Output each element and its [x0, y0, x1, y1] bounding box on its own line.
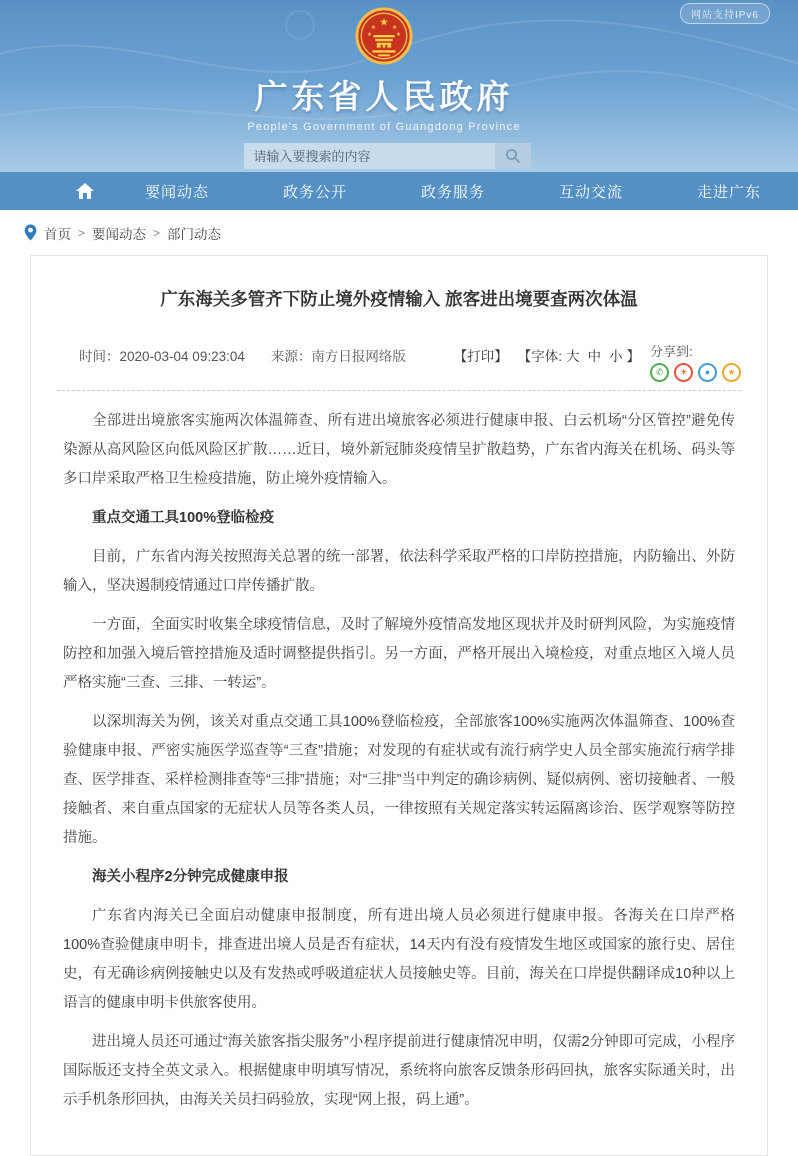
main-nav — [0, 172, 798, 210]
article-body — [57, 407, 741, 1115]
search-bar — [244, 143, 531, 169]
nav-item[interactable]: 互动交流 — [558, 183, 623, 201]
svg-text:★: ★ — [395, 32, 402, 39]
time-label: 时间： — [79, 349, 120, 364]
font-size-option[interactable]: 中 — [587, 349, 601, 364]
share-weibo-icon[interactable]: ☀ — [674, 363, 693, 382]
site-header — [0, 0, 798, 172]
publish-time: 2020-03-04 09:23:04 — [119, 349, 245, 364]
share-icons — [650, 363, 741, 382]
site-subtitle: People's Government of Guangdong Province — [247, 121, 521, 133]
article-paragraph: 广东省内海关已全面启动健康申报制度，所有进出境人员必须进行健康申报。各海关在口岸严格100%查验健康申明卡，排查进出境人员是否有症状，14天内有没有疫情发生地区或国家的旅行史、居住史，有无确诊病例接触史以及有发热或呼吸道症状人员接触史等。目前，海关在口岸提供翻译成10种以上语言的健康申明卡供旅客使用。 — [63, 908, 735, 1011]
location-pin-icon — [24, 224, 37, 241]
nav-item[interactable]: 要闻动态 — [144, 183, 209, 201]
font-size-control — [518, 341, 640, 365]
article-card — [30, 255, 768, 1156]
article-paragraph: 海关小程序2分钟完成健康申报 — [92, 869, 289, 885]
svg-text:★: ★ — [366, 32, 373, 39]
article-meta — [57, 341, 741, 382]
font-size-option[interactable]: 大 — [566, 349, 580, 364]
article-paragraph: 全部进出境旅客实施两次体温筛查、所有进出境旅客必须进行健康申报、白云机场“分区管控”避免传染源从高风险区向低风险区扩散……近日，境外新冠肺炎疫情呈扩散趋势，广东省内海关在机场、码头等多口岸采取严格卫生检疫措施，防止境外疫情输入。 — [63, 413, 735, 487]
site-title: 广东省人民政府 — [254, 78, 514, 115]
article-meta-right — [454, 341, 741, 382]
article-paragraph: 以深圳海关为例，该关对重点交通工具100%登临检疫，全部旅客100%实施两次体温筛查、100%查验健康申报、严密实施医学巡查等“三查”措施；对发现的有症状或有流行病学史人员全部实施流行病学排查、医学排查、采样检测排查等“三排”措施；对“三排”当中判定的确诊病例、疑似病例、密切接触者、一般接触者、来自重点国家的无症状人员等各类人员，一律按照有关规定落实转运隔离诊治、医学观察等防控措施。 — [63, 714, 735, 846]
source-label: 来源： — [270, 349, 312, 364]
share-wechat-icon[interactable]: ✆ — [650, 363, 669, 382]
breadcrumb — [0, 210, 798, 255]
meta-divider — [57, 390, 741, 391]
article-paragraph: 目前，广东省内海关按照海关总署的统一部署，依法科学采取严格的口岸防控措施，内防输出、外防输入，坚决遏制疫情通过口岸传播扩散。 — [63, 549, 735, 594]
font-size-suffix: 】 — [626, 349, 640, 364]
share-label: 分享到: — [650, 344, 693, 359]
share-favorite-icon[interactable]: ★ — [722, 363, 741, 382]
print-button[interactable]: 【打印】 — [453, 349, 508, 364]
share-qq-icon[interactable]: ● — [698, 363, 717, 382]
search-icon — [505, 148, 521, 164]
svg-text:★: ★ — [392, 25, 398, 32]
ipv6-support-badge: 网站支持IPv6 — [680, 3, 770, 24]
breadcrumb-link[interactable]: 部门动态 — [167, 226, 222, 242]
article-title: 广东海关多管齐下防止境外疫情输入 旅客进出境要查两次体温 — [160, 289, 638, 309]
svg-text:★: ★ — [370, 25, 376, 32]
svg-text:★: ★ — [379, 16, 389, 29]
nav-home-button[interactable] — [62, 182, 108, 200]
breadcrumb-separator: > — [153, 225, 161, 240]
breadcrumb-separator: > — [78, 225, 86, 240]
breadcrumb-link[interactable]: 要闻动态 — [92, 226, 147, 242]
home-icon — [75, 182, 95, 200]
article-paragraph: 进出境人员还可通过“海关旅客指尖服务”小程序提前进行健康情况申明，仅需2分钟即可完成，小程序国际版还支持全英文录入。根据健康申明填写情况，系统将向旅客反馈条形码回执，旅客实际通关时，出示手机条形回执，由海关关员扫码验放，实现“网上报，码上通”。 — [63, 1034, 735, 1108]
font-size-options — [562, 349, 627, 364]
national-emblem-icon — [355, 7, 413, 65]
nav-item[interactable]: 政务服务 — [420, 183, 485, 201]
site-logo[interactable] — [0, 0, 783, 133]
source-value: 南方日报网络版 — [311, 349, 406, 364]
share-block — [650, 341, 741, 382]
font-size-prefix: 【字体: — [517, 349, 562, 364]
breadcrumb-items — [44, 223, 235, 243]
article-meta-left — [79, 341, 406, 365]
nav-items — [108, 181, 798, 202]
nav-item[interactable]: 政务公开 — [282, 183, 347, 201]
font-size-option[interactable]: 小 — [609, 349, 623, 364]
breadcrumb-link[interactable]: 首页 — [44, 226, 71, 242]
search-input[interactable] — [244, 143, 495, 169]
search-button[interactable] — [495, 143, 531, 169]
article-paragraph: 重点交通工具100%登临检疫 — [92, 510, 275, 526]
article-paragraph: 一方面，全面实时收集全球疫情信息，及时了解境外疫情高发地区现状并及时研判风险，为实施疫情防控和加强入境后管控措施及适时调整提供指引。另一方面，严格开展出入境检疫，对重点地区入境人员严格实施“三查、三排、一转运”。 — [63, 617, 735, 691]
nav-item[interactable]: 走进广东 — [696, 183, 761, 201]
